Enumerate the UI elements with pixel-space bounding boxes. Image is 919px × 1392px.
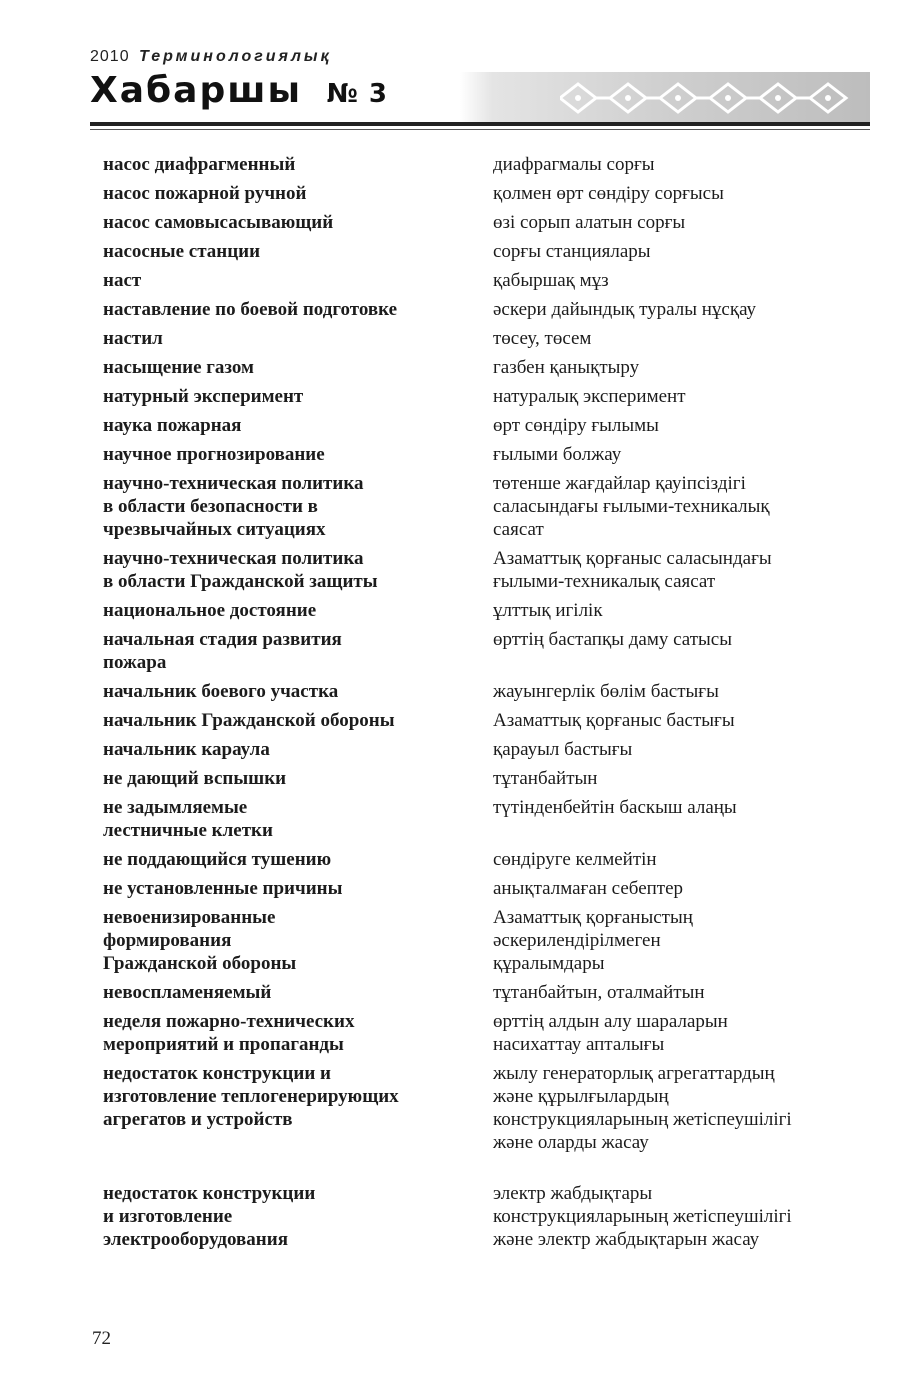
term-russian: наст (103, 270, 142, 291)
year: 2010 (90, 48, 130, 65)
header-rule-thin (90, 129, 870, 130)
term-kazakh: Азаматтық қорғаныс саласындағы ғылыми-техникалық саясат (493, 548, 772, 592)
term-russian: наука пожарная (103, 415, 242, 436)
glossary-entry (103, 356, 863, 379)
glossary-entry (103, 599, 863, 622)
term-kazakh: ғылыми болжау (493, 444, 622, 465)
journal-title-line (90, 70, 388, 111)
ornament-band (460, 72, 870, 124)
term-russian: начальник караула (103, 739, 270, 760)
term-russian: начальник Гражданской обороны (103, 710, 395, 731)
term-russian: насос пожарной ручной (103, 183, 307, 204)
term-russian: национальное достояние (103, 600, 317, 621)
journal-name-line (90, 48, 332, 66)
term-kazakh: диафрагмалы сорғы (493, 154, 655, 175)
term-kazakh: Азаматтық қорғаныстың әскерилендірілмеген құралымдары (493, 907, 693, 974)
term-russian: насыщение газом (103, 357, 254, 378)
issue-number: № 3 (326, 79, 389, 109)
glossary-entry (103, 385, 863, 408)
term-russian: недостаток конструкции и изготовление теплогенерирующих агрегатов и устройств (103, 1063, 399, 1130)
term-kazakh: қарауыл бастығы (493, 739, 633, 760)
glossary-entry (103, 848, 863, 871)
term-kazakh: әскери дайындық туралы нұсқау (493, 299, 757, 320)
glossary-entry (103, 1062, 863, 1154)
term-kazakh: газбен қанықтыру (493, 357, 640, 378)
term-kazakh: тұтанбайтын, оталмайтын (493, 982, 705, 1003)
term-russian: научно-техническая политика в области Гражданской защиты (103, 548, 378, 592)
term-kazakh: өрттің бастапқы даму сатысы (493, 629, 732, 650)
glossary-entry (103, 1182, 863, 1251)
term-kazakh: қолмен өрт сөндіру сорғысы (493, 183, 724, 204)
glossary-entry (103, 738, 863, 761)
term-russian: насос самовысасывающий (103, 212, 334, 233)
glossary-entry (103, 796, 863, 842)
term-russian: невоенизированные формирования Гражданской обороны (103, 907, 297, 974)
term-russian: начальник боевого участка (103, 681, 339, 702)
glossary-entry (103, 628, 863, 674)
glossary-entry (103, 443, 863, 466)
glossary-list (103, 153, 863, 1257)
glossary-entry (103, 767, 863, 790)
glossary-entry (103, 472, 863, 541)
magazine-name: Терминологиялық (139, 48, 332, 65)
term-russian: начальная стадия развития пожара (103, 629, 342, 673)
term-kazakh: сөндіруге келмейтін (493, 849, 657, 870)
page-header (90, 48, 870, 138)
glossary-entry (103, 269, 863, 292)
glossary-entry (103, 680, 863, 703)
term-russian: не задымляемые лестничные клетки (103, 797, 273, 841)
term-kazakh: ұлттық игілік (493, 600, 603, 621)
glossary-entry (103, 414, 863, 437)
term-russian: насосные станции (103, 241, 261, 262)
glossary-entry (103, 182, 863, 205)
term-kazakh: тұтанбайтын (493, 768, 598, 789)
journal-title: Хабаршы (90, 70, 303, 111)
term-russian: натурный эксперимент (103, 386, 304, 407)
term-kazakh: сорғы станциялары (493, 241, 651, 262)
term-kazakh: төсеу, төсем (493, 328, 592, 349)
term-kazakh: өрт сөндіру ғылымы (493, 415, 659, 436)
term-kazakh: өзі сорып алатын сорғы (493, 212, 686, 233)
term-russian: невоспламеняемый (103, 982, 272, 1003)
glossary-entry (103, 547, 863, 593)
glossary-entry (103, 298, 863, 321)
term-russian: неделя пожарно-технических мероприятий и пропаганды (103, 1011, 355, 1055)
term-kazakh: анықталмаған себептер (493, 878, 684, 899)
page-number: 72 (92, 1328, 111, 1349)
term-russian: не установленные причины (103, 878, 343, 899)
glossary-entry (103, 877, 863, 900)
term-russian: недостаток конструкции и изготовление электрооборудования (103, 1183, 316, 1250)
term-russian: насос диафрагменный (103, 154, 296, 175)
term-kazakh: жауынгерлік бөлім бастығы (493, 681, 719, 702)
glossary-entry (103, 981, 863, 1004)
glossary-entry (103, 211, 863, 234)
term-kazakh: электр жабдықтары конструкцияларының жетіспеушілігі және электр жабдықтарын жасау (493, 1183, 792, 1250)
term-kazakh: өрттің алдын алу шараларын насихаттау апталығы (493, 1011, 728, 1055)
glossary-entry (103, 153, 863, 176)
term-kazakh: Азаматтық қорғаныс бастығы (493, 710, 735, 731)
glossary-entry (103, 709, 863, 732)
term-kazakh: натуралық эксперимент (493, 386, 686, 407)
term-kazakh: қабыршақ мұз (493, 270, 609, 291)
term-kazakh: жылу генераторлық агрегаттардың және құрылғылардың конструкцияларының жетіспеушілігі және оларды жасау (493, 1063, 792, 1153)
glossary-entry (103, 327, 863, 350)
term-kazakh: түтінденбейтін баскыш алаңы (493, 797, 737, 818)
term-kazakh: төтенше жағдайлар қауіпсіздігі саласындағы ғылыми-техникалық саясат (493, 473, 770, 540)
term-russian: не дающий вспышки (103, 768, 287, 789)
term-russian: не поддающийся тушению (103, 849, 332, 870)
term-russian: настил (103, 328, 163, 349)
term-russian: научное прогнозирование (103, 444, 325, 465)
term-russian: научно-техническая политика в области безопасности в чрезвычайных ситуациях (103, 473, 364, 540)
glossary-entry (103, 1010, 863, 1056)
glossary-entry (103, 240, 863, 263)
term-russian: наставление по боевой подготовке (103, 299, 398, 320)
header-rule-thick (90, 122, 870, 126)
glossary-entry (103, 906, 863, 975)
ornament-pattern-icon (560, 76, 860, 120)
